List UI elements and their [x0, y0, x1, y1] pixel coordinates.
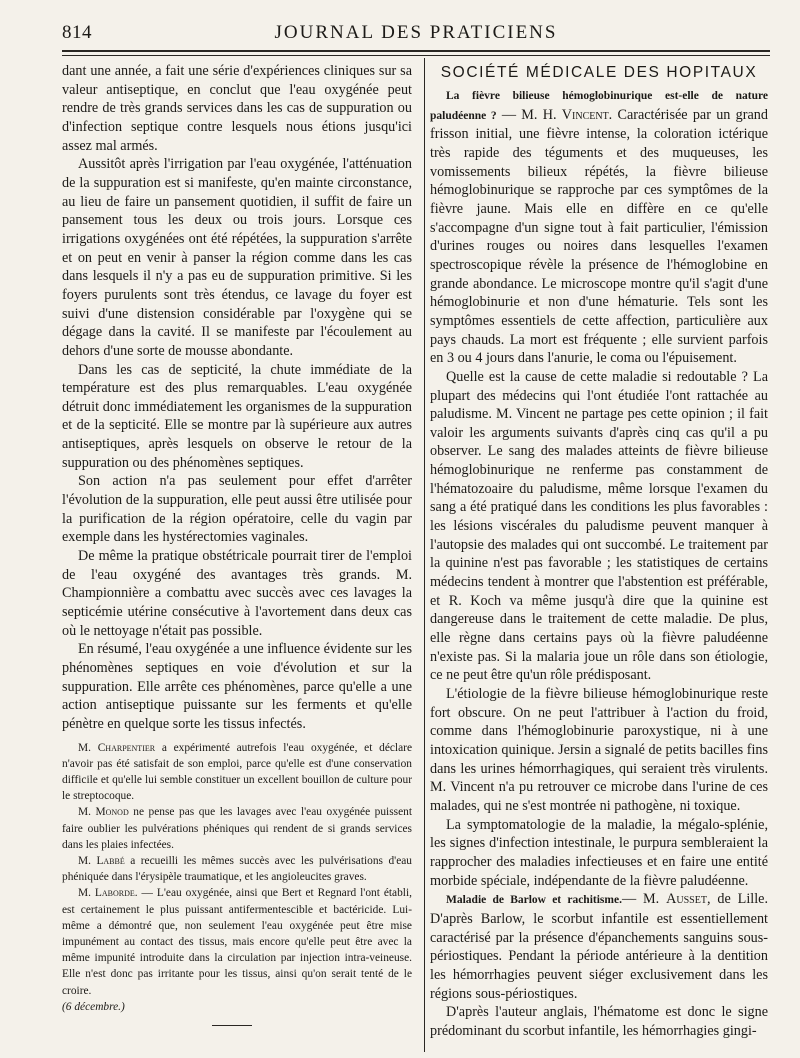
paragraph: Dans les cas de septicité, la chute immédiate de la température est des plus remarquables. L'eau oxygénée détruit donc immédiatement les organismes de la suppuration et de la septicité. Elle se montre par là supérieure aux autres antiseptiques, après lesquels on observe le retour de la suppuration ou des phénomènes septiques.: [62, 361, 412, 471]
paragraph: L'étiologie de la fièvre bilieuse hémoglobinurique reste fort obscure. On ne peut l'attribuer à l'action du froid, comme dans l'hémoglobinurie paroxystique, ni à une intoxication quinique. Jersin a signalé de petits bacilles fins dans les urines hémorrhagiques, qui seraient très virulents. M. Vincent n'a pu retrouver ce microbe dans l'urine de ces malades, qui ne s'est montrée ni pathogène, ni toxique.: [430, 686, 768, 814]
paragraph-continued: dant une année, a fait une série d'expériences cliniques sur sa valeur antiseptique, en conclut que l'eau oxygénée peut rendre de très grands services dans les cas de suppuration ou d'infection septique contre lesquels nous étions jusqu'ici assez mal armés.: [62, 63, 412, 154]
right-column: [430, 62, 768, 1040]
lead-text: . Caractérisée par un grand frisson initial, une fièvre intense, la coloration ictérique très rapide des téguments et des muqueuses, les vomissements bilieux répétés, la fièvre bilieuse hémoglobinurique se rapproche par ces symptômes de la fièvre jaune. Mais elle en diffère en ce qu'elle s'accompagne d'un signe tout à fait particulier, l'émission d'urines rouges ou noires dans lesquelles l'examen spectroscopique révèle la présence de l'hémoglobine en grande abondance. Le microscope montre qu'il s'agit d'une hémoglobinurie et non d'une hématurie. Tels sont les symptômes essentiels de cette affection, particulière aux pays chauds. La mort est fréquente ; elle survient parfois en 3 ou 4 jours dans l'anurie, le coma ou l'épuisement.: [430, 106, 768, 367]
speaker-name: M. Monod: [78, 806, 129, 819]
note-text: a recueilli les mêmes succès avec les pulvérisations d'eau phéniquée dans l'érysipèle traumatique, et les angioleucites graves.: [62, 855, 412, 884]
end-rule: [212, 1025, 252, 1026]
paragraph: La symptomatologie de la maladie, la mégalo-splénie, les signes d'infection intestinale, le purpura sembleraient la rapprocher des maladies infectieuses et en faire une entité morbide spéciale, indépendante de la fièvre paludéenne.: [430, 816, 768, 889]
paragraph: En résumé, l'eau oxygénée a une influence évidente sur les phénomènes septiques en voie d'évolution et sur la suppuration. Elle arrête ces phénomènes, parce qu'elle a une action antiseptique puissante sur les ferments et qu'elle pénètre en quelque sorte les tissus infectés.: [62, 641, 412, 732]
speaker-name: M. Charpentier: [78, 741, 156, 754]
left-column: [62, 62, 412, 1026]
note-text: — L'eau oxygénée, ainsi que Bert et Regnard l'ont établi, est certainement le plus puissant antifermentescible et bactéricide. Lui-même a démontré que, non seulement l'eau oxygénée peut être mise impunément au contact des tissus, mais encore qu'elle peut être avec la même impunité introduite dans la circulation par injection intra-veineuse. Elle n'est donc pas irritante pour les tissus, ainsi qu'on serait tenté de le croire.: [62, 887, 412, 997]
heading-dash: — M. H.: [496, 106, 562, 123]
journal-title: JOURNAL DES PRATICIENS: [274, 22, 558, 43]
heading-dash: — M.: [621, 891, 667, 908]
speaker-name: Vincent: [561, 106, 609, 123]
paragraph: De même la pratique obstétricale pourrait tirer de l'emploi de l'eau oxygéné des avantages très grands. M. Championnière a combattu avec succès avec ces lavages la septicémie utérine consécutive à l'avortement dans deux cas où le nettoyage n'était pas possible.: [62, 548, 412, 639]
speaker-name: M. Laborde.: [78, 887, 138, 900]
page-header: [62, 20, 770, 50]
header-rule-thin: [62, 55, 770, 56]
paragraph: Son action n'a pas seulement pour effet d'arrêter l'évolution de la suppuration, elle peut aussi être utilisée pour la purification de la région opératoire, celle du vagin par exemple dans les hystérectomies vaginales.: [62, 473, 412, 546]
note-text: ne pense pas que les lavages avec l'eau oxygénée puissent faire oublier les pulvérations phéniques qui rendent de si grands services dans les plaies infectées.: [62, 806, 413, 851]
paragraph: Quelle est la cause de cette maladie si redoutable ? La plupart des médecins qui l'ont étudiée l'ont rattachée au paludisme. M. Vincent ne partage pes cette opinion ; il fait valoir les arguments suivants d'après cinq cas qu'il a pu observer. Le sang des malades atteints de fièvre bilieuse hémoglobinurique ne renferme pas constamment de l'hématozoaire du paludisme, même lorsque l'examen du sang a été pratiqué dans les conditions les plus favorables : les lésions viscérales du paludisme peuvent manquer à l'autopsie des malades qui ont succombé. Le traitement par la quinine n'est pas favorable ; les statistiques de certains médecins tendent à montrer que l'abstention est préférable, et R. Koch va même jusqu'à dire que la quinine est dangereuse dans le traitement de cette maladie. De plus, elle règne dans certains pays où la fièvre paludéenne n'existe pas. Si la malaria joue un rôle dans son étiologie, ce ne peut être qu'un rôle prédisposant.: [430, 368, 768, 684]
discussion-note: [62, 853, 412, 885]
header-rule: [62, 50, 770, 52]
section-title: SOCIÉTÉ MÉDICALE DES HOPITAUX: [440, 64, 758, 81]
discussion-note: [62, 740, 412, 805]
paragraph: Aussitôt après l'irrigation par l'eau oxygénée, l'atténuation de la suppuration est si manifeste, qu'en mainte circonstance, au lieu de faire un pansement quotidien, il suffit de faire un pansement tous les deux ou trois jours. Lorsque ces irrigations oxygénées ont été répétées, la suppuration s'arrête et on peut en venir à panser la région comme dans les cas dans lesquels il n'y a pas eu de suppuration primitive. Si les foyers purulents sont très étendus, ce lavage du foyer est suivi d'une distension considérable par l'oxygène qui se dégage dans la cavité. Il se manifeste par l'écoulement au dehors d'une sorte de mousse abondante.: [62, 156, 412, 359]
column-divider: [424, 58, 425, 1052]
article-lead: [430, 86, 768, 368]
page-number: 814: [62, 22, 92, 43]
lead-text: , de Lille. D'après Barlow, le scorbut infantile est essentiellement caractérisé par la présence d'épanchements sanguins sous-périostiques. Pendant la période antérieure à la dentition les hémorrhagies peuvent siéger exclusivement dans les régions sous-périostiques.: [430, 891, 769, 1002]
paragraph: D'après l'auteur anglais, l'hématome est donc le signe prédominant du scorbut infantile, les hémorrhagies gingi-: [430, 1004, 768, 1039]
discussion-note: [62, 885, 412, 998]
note-text: a expérimenté autrefois l'eau oxygénée, et déclare n'avoir pas été satisfait de son emploi, parce qu'elle est d'une conservation difficile et qu'elle lui semble constituer un excellent bouillon de culture pour le streptocoque.: [62, 741, 413, 803]
speaker-name: Ausset: [666, 891, 707, 908]
session-date: (6 décembre.): [62, 1000, 125, 1013]
article-heading: Maladie de Barlow et rachitisme.: [446, 894, 622, 907]
discussion-note: [62, 804, 412, 853]
speaker-name: M. Labbé: [78, 855, 125, 868]
article-lead: [430, 890, 768, 1003]
article-heading: La fièvre bilieuse hémoglobinurique est-elle de nature paludéenne ?: [430, 90, 768, 122]
